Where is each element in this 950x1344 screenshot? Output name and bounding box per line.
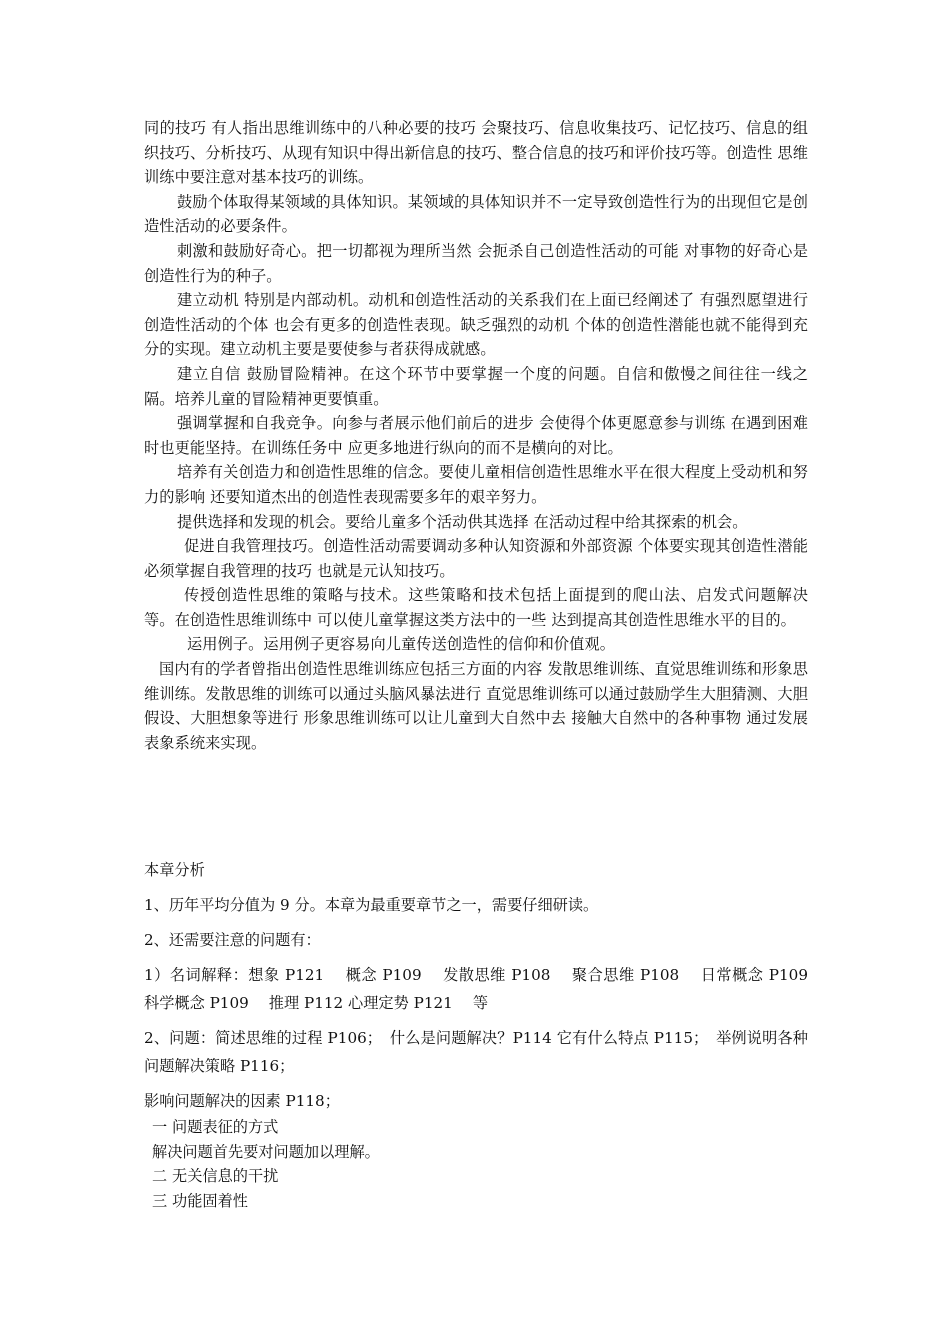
question-line: 2、问题：简述思维的过程 P106； 什么是问题解决？P114 它有什么特点 P115； 举例说明各种问题解决策略 P116；: [144, 1029, 808, 1075]
paragraph-knowledge: 鼓励个体取得某领域的具体知识。某领域的具体知识并不一定导致创造性行为的出现但它是创造性活动的必要条件。: [144, 192, 808, 236]
factor-item-3: 三 功能固着性: [152, 1191, 248, 1210]
chapter-analysis-title: 本章分析: [144, 861, 205, 879]
paragraph-self-management: 促进自我管理技巧。创造性活动需要调动多种认知资源和外部资源 个体要实现其创造性潜能 必须掌握自我管理的技巧 也就是元认知技巧。: [144, 537, 808, 580]
factor-item-1-description: 解决问题首先要对问题加以理解。: [152, 1142, 380, 1161]
term-explanation-line: 1）名词解释：想象 P121 概念 P109 发散思维 P108 聚合思维 P108 日常概念 P109 科学概念 P109 推理 P112 心理定势 P121 等: [144, 966, 829, 1012]
paragraph-confidence: 建立自信 鼓励冒险精神。在这个环节中要掌握一个度的问题。自信和傲慢之间往往一线之隔。培养儿童的冒险精神更要慎重。: [144, 364, 808, 408]
paragraph-examples: 运用例子。运用例子更容易向儿童传送创造性的信仰和价值观。: [187, 635, 616, 654]
factors-line: 影响问题解决的因素 P118；: [144, 1092, 340, 1110]
paragraph-domestic-scholars: 国内有的学者曾指出创造性思维训练应包括三方面的内容 发散思维训练、直觉思维训练和形象思维训练。发散思维的训练可以通过头脑风暴法进行 直觉思维训练可以通过鼓励学生大胆猜测、大胆假设、大胆想象等进行 形象思维训练可以让儿童到大自然中去 接触大自然中的各种事物 通过发展表象系统来实现。: [144, 660, 808, 752]
chapter-analysis-section: [144, 856, 829, 1213]
paragraph-motivation: 建立动机 特别是内部动机。动机和创造性活动的关系我们在上面已经阐述了 有强烈愿望进行创造性活动的个体 也会有更多的创造性表现。缺乏强烈的动机 个体的创造性潜能也就不能得到充分的实现。建立动机主要是要使参与者获得成就感。: [144, 291, 808, 359]
body-text-section: [144, 116, 808, 755]
paragraph-choices: 提供选择和发现的机会。要给儿童多个活动供其选择 在活动过程中给其探索的机会。: [177, 512, 748, 531]
average-score-line: 1、历年平均分值为 9 分。本章为最重要章节之一，需要仔细研读。: [144, 896, 599, 914]
paragraph-beliefs: 培养有关创造力和创造性思维的信念。要使儿童相信创造性思维水平在很大程度上受动机和努力的影响 还要知道杰出的创造性表现需要多年的艰辛努力。: [144, 463, 808, 506]
paragraph-strategies: 传授创造性思维的策略与技术。这些策略和技术包括上面提到的爬山法、启发式问题解决等。在创造性思维训练中 可以使儿童掌握这类方法中的一些 达到提高其创造性思维水平的目的。: [144, 586, 808, 629]
paragraph-skills: 同的技巧 有人指出思维训练中的八种必要的技巧 会聚技巧、信息收集技巧、记忆技巧、信息的组织技巧、分析技巧、从现有知识中得出新信息的技巧、整合信息的技巧和评价技巧等。创造性 思维训练中要注意对基本技巧的训练。: [144, 119, 808, 187]
factor-item-1: 一 问题表征的方式: [152, 1118, 279, 1136]
factor-item-2: 二 无关信息的干扰: [152, 1167, 279, 1186]
paragraph-curiosity: 刺激和鼓励好奇心。把一切都视为理所当然 会扼杀自己创造性活动的可能 对事物的好奇心是创造性行为的种子。: [144, 241, 808, 285]
attention-issues-line: 2、还需要注意的问题有：: [144, 931, 321, 949]
paragraph-mastery: 强调掌握和自我竞争。向参与者展示他们前后的进步 会使得个体更愿意参与训练 在遇到困难时也更能坚持。在训练任务中 应更多地进行纵向的而不是横向的对比。: [144, 414, 808, 457]
